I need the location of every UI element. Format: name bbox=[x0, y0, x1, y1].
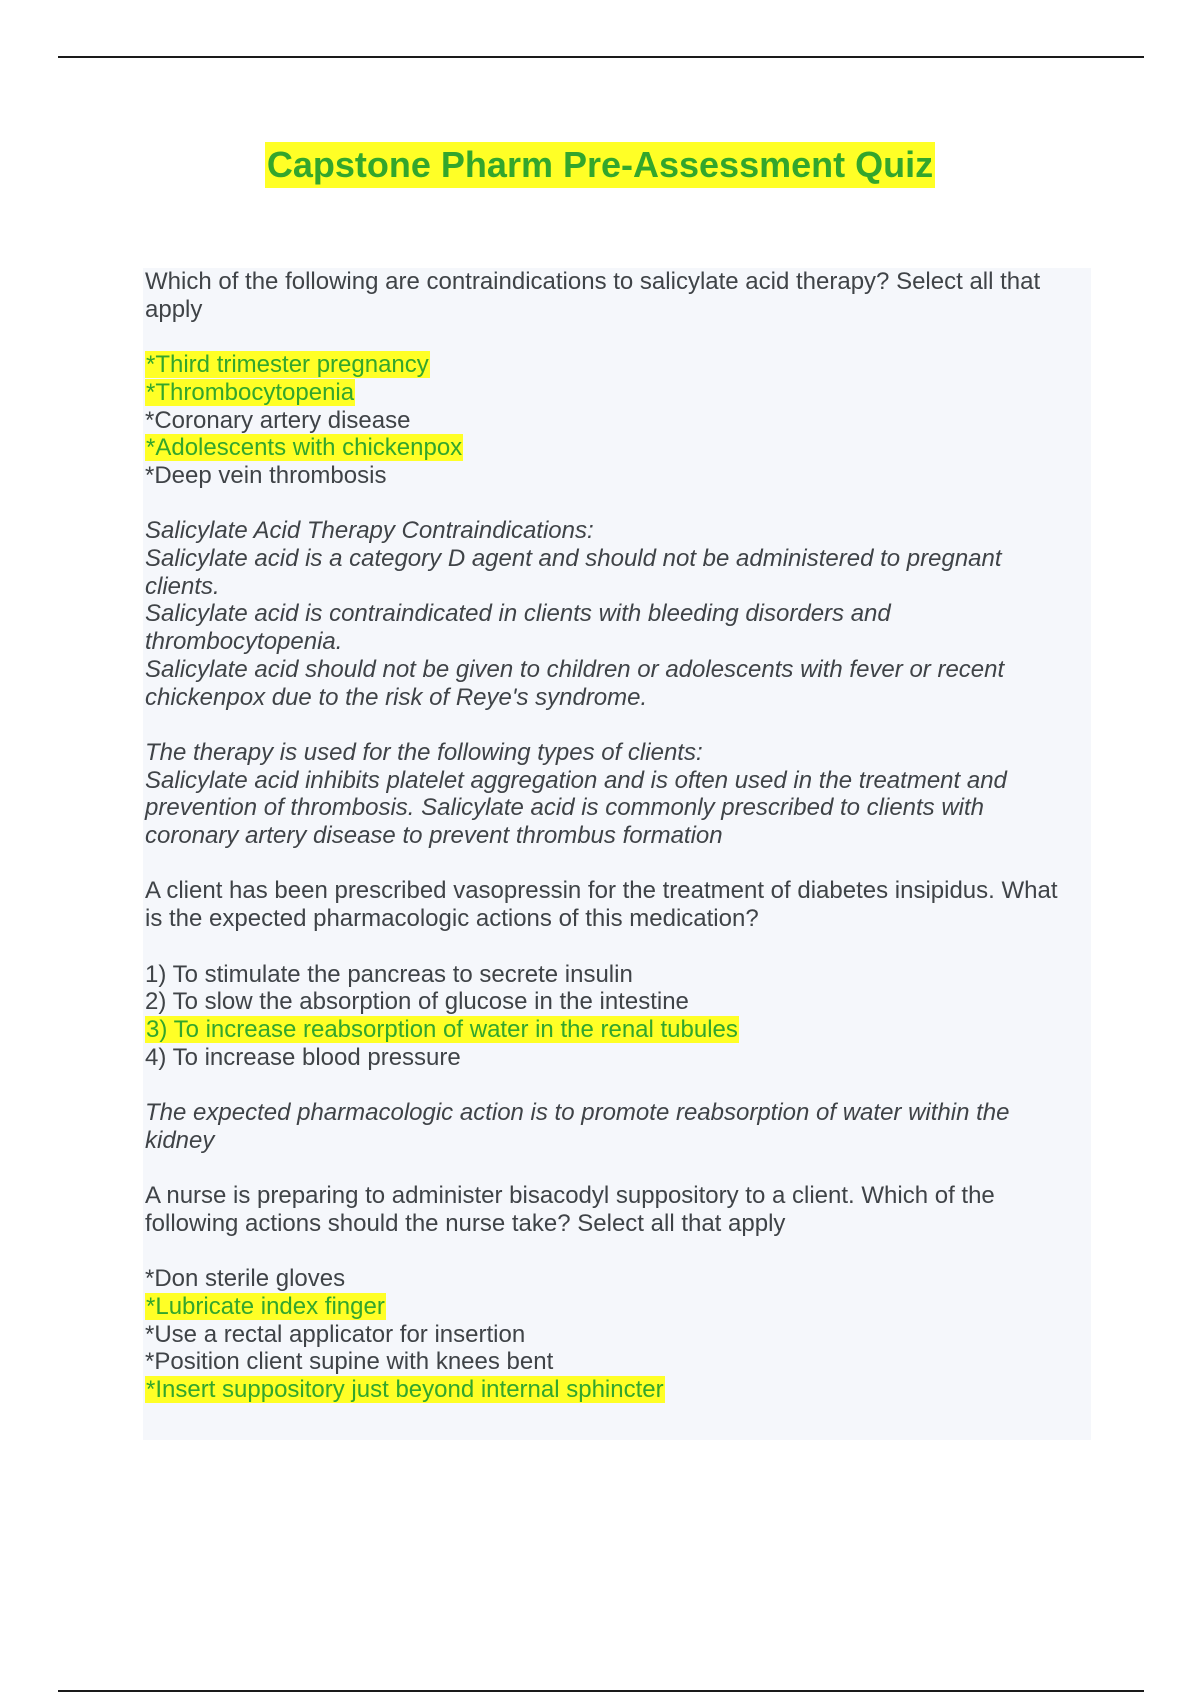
q1-question-line-1: Which of the following are contraindications to salicylate acid therapy? Select all that bbox=[145, 268, 1041, 295]
q2-rationale-line: The expected pharmacologic action is to promote reabsorption of water within the bbox=[145, 1099, 1010, 1126]
q1-rationale-line: Salicylate acid is contraindicated in clients with bleeding disorders and bbox=[145, 600, 891, 628]
q1-rationale-heading: Salicylate Acid Therapy Contraindications: bbox=[145, 517, 594, 545]
q2-question-line-2: is the expected pharmacologic actions of this medication? bbox=[145, 905, 759, 933]
q1-usage-line: prevention of thrombosis. Salicylate acid is commonly prescribed to clients with bbox=[145, 794, 985, 822]
q1-rationale-line: chickenpox due to the risk of Reye's syndrome. bbox=[145, 683, 648, 711]
q2-question-line-1: A client has been prescribed vasopressin for the treatment of diabetes insipidus. What bbox=[145, 877, 1058, 905]
q2-option-4: 4) To increase blood pressure bbox=[145, 1043, 461, 1071]
q3-option-4: *Position client supine with knees bent bbox=[145, 1348, 554, 1376]
q3-option-2-correct: *Lubricate index finger bbox=[146, 1292, 385, 1320]
page-title: Capstone Pharm Pre-Assessment Quiz bbox=[265, 142, 935, 188]
q2-option-2: 2) To slow the absorption of glucose in the intestine bbox=[145, 988, 689, 1016]
q3-option-1: *Don sterile gloves bbox=[145, 1265, 346, 1293]
title-container bbox=[0, 142, 1200, 188]
q1-option-4-correct: *Adolescents with chickenpox bbox=[146, 434, 463, 462]
q3-option-3: *Use a rectal applicator for insertion bbox=[145, 1320, 526, 1348]
q2-rationale-line: kidney bbox=[145, 1126, 215, 1154]
q1-rationale-line: clients. bbox=[145, 572, 220, 600]
q3-question-line-2: following actions should the nurse take? Select all that apply bbox=[145, 1209, 786, 1237]
q1-rationale-line: Salicylate acid should not be given to children or adolescents with fever or recent bbox=[145, 655, 1005, 683]
q1-usage-line: coronary artery disease to prevent thrombus formation bbox=[145, 822, 723, 850]
q3-option-5-correct: *Insert suppository just beyond internal sphincter bbox=[146, 1376, 664, 1403]
quiz-content bbox=[143, 268, 1091, 1440]
q2-option-1: 1) To stimulate the pancreas to secrete insulin bbox=[145, 960, 633, 988]
q1-question-line-2: apply bbox=[145, 295, 203, 323]
q1-usage-line: Salicylate acid inhibits platelet aggregation and is often used in the treatment and bbox=[145, 766, 1007, 794]
q1-option-5: *Deep vein thrombosis bbox=[145, 461, 387, 489]
q3-question-line-1: A nurse is preparing to administer bisacodyl suppository to a client. Which of the bbox=[145, 1182, 995, 1210]
q1-rationale-line: Salicylate acid is a category D agent and should not be administered to pregnant bbox=[145, 545, 1002, 572]
q1-option-2-correct: *Thrombocytopenia bbox=[146, 378, 355, 406]
q1-option-1-correct: *Third trimester pregnancy bbox=[146, 351, 429, 379]
q1-usage-heading: The therapy is used for the following types of clients: bbox=[145, 738, 703, 766]
q1-rationale-line: thrombocytopenia. bbox=[145, 628, 343, 656]
top-rule bbox=[58, 56, 1144, 58]
q2-option-3-correct: 3) To increase reabsorption of water in the renal tubules bbox=[146, 1015, 738, 1043]
q1-option-3: *Coronary artery disease bbox=[145, 406, 411, 434]
bottom-rule bbox=[58, 1690, 1144, 1692]
